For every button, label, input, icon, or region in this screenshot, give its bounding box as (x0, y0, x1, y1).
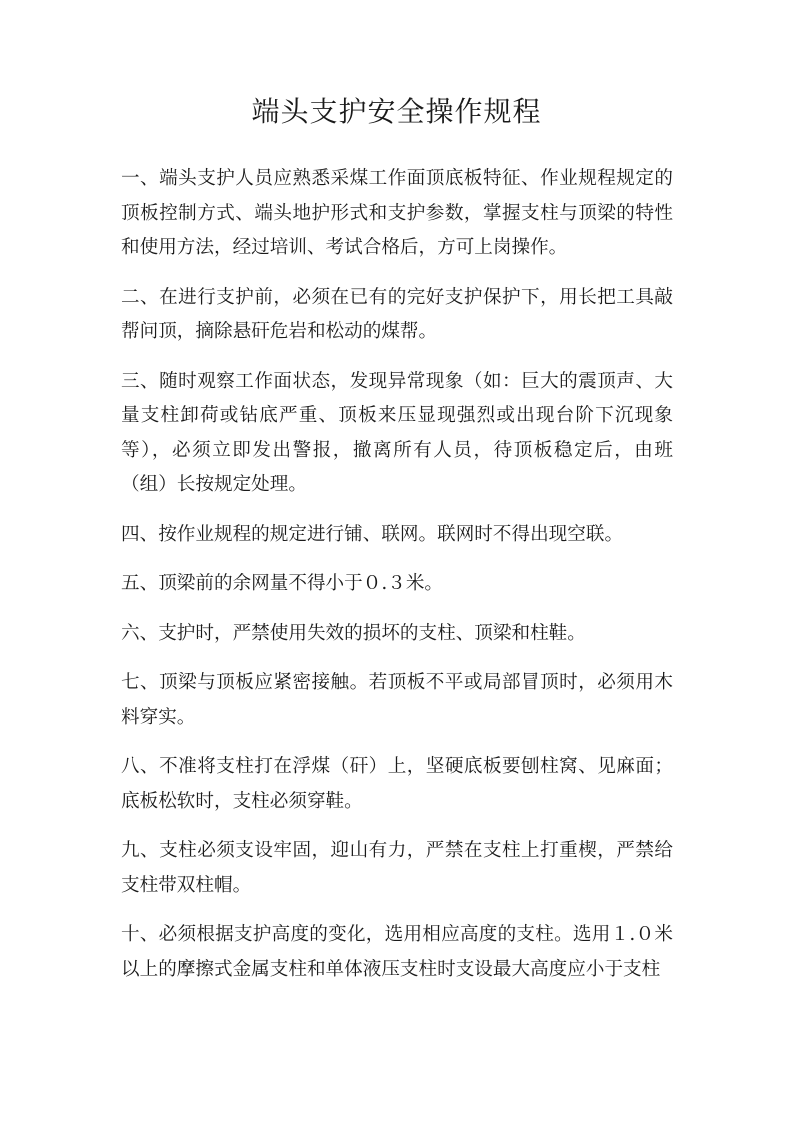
paragraph-7: 七、顶梁与顶板应紧密接触。若顶板不平或局部冒顶时，必须用木料穿实。 (121, 672, 673, 728)
paragraph-10: 十、必须根据支护高度的变化，选用相应高度的支柱。选用１.０米以上的摩擦式金属支柱和单体液压支柱时支设最大高度应小于支柱 (121, 924, 673, 980)
paragraph-6: 六、支护时，严禁使用失效的损坏的支柱、顶梁和柱鞋。 (121, 622, 586, 644)
paragraph-3: 三、随时观察工作面状态，发现异常现象（如：巨大的震顶声、大量支柱卸荷或钻底严重、顶板来压显现强烈或出现台阶下沉现象等），必须立即发出警报，撤离所有人员，待顶板稳定后，由班（组）长按规定处理。 (121, 370, 673, 495)
document-body (121, 162, 673, 1002)
document-title: 端头支护安全操作规程 (251, 95, 542, 128)
paragraph-1: 一、端头支护人员应熟悉采煤工作面顶底板特征、作业规程规定的顶板控制方式、端头地护形式和支护参数，掌握支柱与顶梁的特性和使用方法，经过培训、考试合格后，方可上岗操作。 (121, 168, 673, 258)
paragraph-2: 二、在进行支护前，必须在已有的完好支护保护下，用长把工具敲帮问顶，摘除悬矸危岩和松动的煤帮。 (121, 286, 673, 342)
paragraph-4: 四、按作业规程的规定进行铺、联网。联网时不得出现空联。 (121, 523, 624, 545)
paragraph-9: 九、支柱必须支设牢固，迎山有力，严禁在支柱上打重楔，严禁给支柱带双柱帽。 (121, 840, 673, 896)
paragraph-5: 五、顶梁前的余网量不得小于０.３米。 (121, 573, 444, 594)
paragraph-8: 八、不准将支柱打在浮煤（矸）上，坚硬底板要刨柱窝、见麻面；底板松软时，支柱必须穿鞋。 (121, 756, 673, 812)
